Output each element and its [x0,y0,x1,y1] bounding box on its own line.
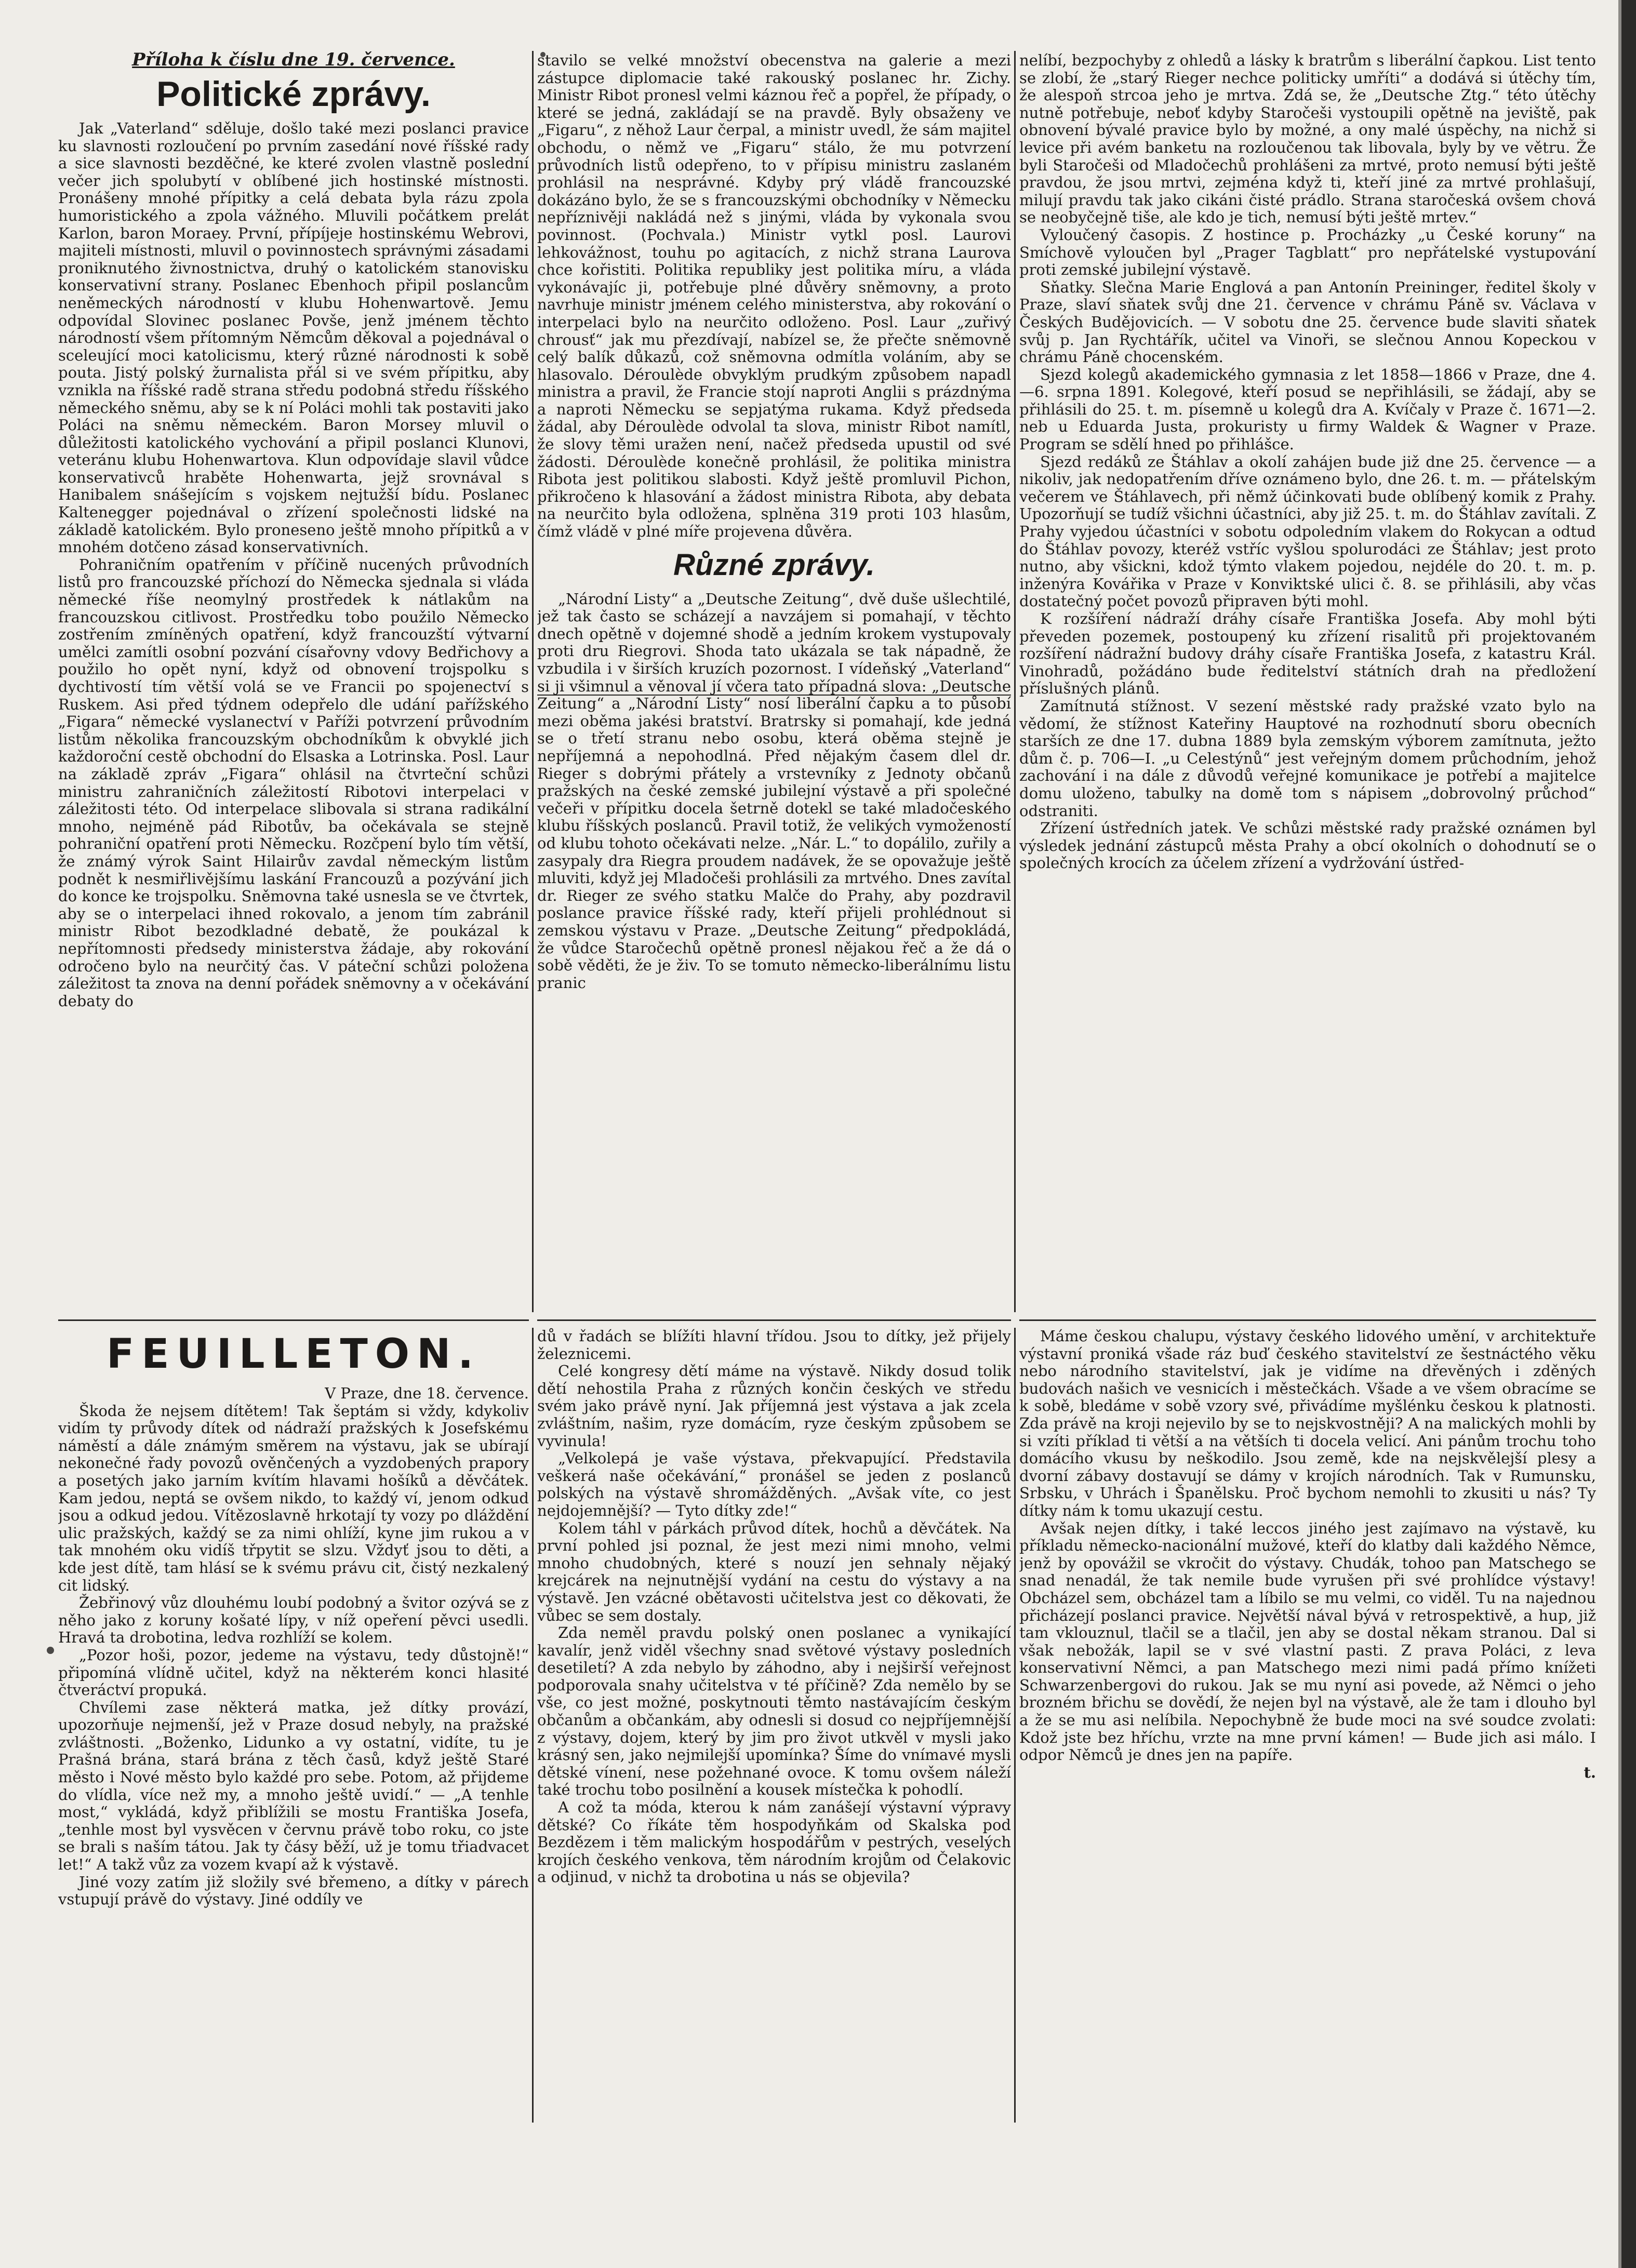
news-item: Sjezd redáků ze Štáhlav a okolí zahájen bude již dne 25. července — a nikoliv, jak nedopatřením dříve oznámeno bylo, dne 26. t. m. — přátelským večerem ve Štáhlavech, při němž účinkovati bude oblíbený komik z Prahy. Upozorňují se tudíž všichni účastníci, aby již 25. t. m. do Štáhlav zavítali. Z Prahy vyjedou účastníci v sobotu odpoledním vlakem do Rokycan a odtud do Štáhlav povozy, kteréž vstříc vyšlou spolurodáci ze Štáhlav; jest proto nutno, aby všickni, kdož týmto vlakem pojedou, nejdéle do 20. t. m. p. inženýra Kovářika v Praze v Konviktské ulici č. 8. se přihlásili, aby včas dostatečný počet povozů připraven býti mohl. [1019,452,1596,610]
dateline: V Praze, dne 18. července. [325,1384,529,1402]
column-rule-right-top [1014,51,1016,1312]
section-rule-right [1019,1319,1596,1321]
news-item: Sjezd kolegů akademického gymnasia z let 1858—1866 v Praze, dne 4.—6. srpna 1891. Kolegové, kteří posud se nepřihlásili, se žádají, aby se přihlásili do 25. t. m. písemně u kolegů dra A. Kvíčaly v Praze č. 1671—2. neb u Eduarda Justa, prokuristy u firmy Waldek & Wagner v Praze. Program se sdělí hned po přihlášce. [1019,365,1596,453]
feuilleton-paragraph: Škoda že nejsem dítětem! Tak šeptám si vždy, kdykoliv vidím ty průvody dítek od nádraží pražských k Josefskému náměstí a dále známým směrem na výstavu, jak se ubírají nekonečné řady povozů ověnčených a vyzdobených prapory a posetých jako jarním kvítím hlavami hošíků a děvčátek. Kam jedou, neptá se ovšem nikdo, to každý ví, jenom odkud jsou a odkud jedou. Vítězoslavně hrkotají ty vozy po dláždění ulic pražských, každý se za nimi ohlíží, kyne jim rukou a v tak mnohém oku vidíš třpytit se slzu. Vždyť jsou to děti, a kde jest dítě, tam hlásí se k svému právu cit, čistý nezkalený cit lidský. [58,1402,529,1594]
stray-mark [47,1647,54,1654]
article-paragraph: stavilo se velké množství obecenstva na galerie a mezi zástupce diplomacie také rakouský poslanec hr. Zichy. Ministr Ribot pronesl velmi káznou řeč a popřel, že případy, o které se jedná, zakládají se na pravdě. Byly obsaženy ve „Figaru“, z něhož Laur čerpal, a ministr uvedl, že sám majitel obchodu, o němž ve „Figaru“ stálo, že mu potvrzení průvodních listů odepřeno, to v přípisu ministru zaslaném prohlásil na nesprávné. Kdyby prý vládě francouzské dokázáno bylo, že se s francouzskými obchodníky v Německu nepříznivěji nakládá než s jinými, vláda by vykonala svou povinnost. (Pochvala.) Ministr vytkl posl. Laurovi lehkovážnost, touhu po agitacích, z nichž strana Laurova chce kořistiti. Politika republiky jest politika míru, a vláda vykonávajíc ji, potřebuje plné důvěry sněmovny, a proto navrhuje ministr jménem celého ministerstva, aby rokování o interpelaci bylo na neurčito odloženo. Posl. Laur „zuřivý chrousť“ jak mu přezdívají, nabízel se, že přečte sněmovně celý balík důkazů, což sněmovna odmítla voláním, aby se hlasovalo. Déroulède obvyklým prudkým způsobem napadl ministra a pravil, že Francie stojí naproti Anglii s prázdnýma a naproti Německu se sepjatýma rukama. Když předseda žádal, aby Déroulède odvolal ta slova, ministr Ribot namítl, že slovy těmi uražen není, načež předseda upustil od své žádosti. Déroulède konečně prohlásil, že politika ministra Ribota jest politikou slabosti. Když ještě promluvil Pichon, přikročeno k hlasování a žádost ministra Ribota, aby debata na neurčito byla odložena, splněna 319 proti 103 hlasům, čímž vládě v plné míře projevena důvěra. [537,52,1011,541]
news-item: „Národní Listy“ a „Deutsche Zeitung“, dvě duše ušlechtilé, jež tak často se scházejí a navzájem si pomahají, v těchto dnech opětně v dojemné shodě a jedním krokem vystupovaly proti dru Riegrovi. Shoda tato ukázala se tak nápadně, že vzbudila i v širších kruzích pozornost. I vídeňský „Vaterland“ si ji všimnul a věnoval jí včera tato případná slova: „Deutsche Zeitung“ a „Národní Listy“ nosí liberální čapku a to působí mezi oběma jakési bratství. Bratrsky si pomahají, kde jedná se o třetí stranu nebo osobu, která oběma stejně je nepříjemná a nepohodlná. Před nějakým časem dlel dr. Rieger s dobrými přátely a vrstevníky z Jednoty občanů pražských na české zemské jubilejní výstavě a při společné večeři v přípitku docela šetrně dotekl se také mladočeského klubu říšských poslanců. Pravil totiž, že velikých vymožeností od klubu tohoto očekávati nelze. „Nár. L.“ to dopálilo, zuřily a zasypaly dra Riegra proudem nadávek, že se opovažuje ještě mluviti, když jej Mladočeši prohlásili za mrtvého. Dnes zavítal dr. Rieger ze svého statku Malče do Prahy, aby pozdravil poslance pravice říšské rady, kteří přijeli prohlédnout si zemskou výstavu v Praze. „Deutsche Zeitung“ předpokládá, že vůdce Staročechů opětně pronesl nějakou řeč a že dá o sobě věděti, že je živ. To se tomuto německo-liberálnímu listu pranic [537,590,1011,992]
column-rule-left-top [532,51,534,1312]
feuilleton-paragraph: Avšak nejen dítky, i také leccos jiného jest zajímavo na výstavě, ku příkladu německo-nacionální mužové, kteří do klatby dali každého Němce, jenž by opovážil se vkročit do výstavy. Chudák, tohoo pan Matschego se snad nenadál, že tak nemile bude vyrušen při své prohlídce výstavy! Obcházel sem, obcházel tam a líbilo se mu velmi, co viděl. Tu na najednou přicházejí poslanci pravice. Největší nával bývá v retrospektivě, a hup, již tam vklouznul, tlačil se a tlačil, jen aby se dostal někam stranou. Dal si však nebožák, lapil se v své vlastní pasti. Z prava Poláci, z leva konservativní Němci, a pan Matschego mezi nimi padá přímo knížeti Schwarzenbergovi do rukou. Jak se mu nyní asi povede, až Němci o jeho brozném břichu se dovědí, že nejen byl na výstavě, ale že tam i dlouho byl a že se mu asi nelíbila. Nepochybně že bude moci na své soudce zvolati: Kdož jste bez hříchu, vrzte na mne první kámen! — Bude jich asi málo. I odpor Němců je dnes jen na papíře. [1019,1519,1596,1764]
column-right-top [1019,52,1596,1315]
column-feuilleton-1 [58,1328,529,2123]
section-rule-middle [537,1319,1011,1321]
feuilleton-paragraph: Kolem táhl v párkách průvod dítek, hochů a děvčátek. Na první pohled jsi poznal, že jest mezi nimi mnoho, velmi mnoho chudobných, které s nouzí jen sehnaly nějaký krejcárek na nejnutnější vydání na cestu do výstavy a na výstavě. Jen vzácné obětavosti učitelstva jest co děkovati, že vůbec se sem dostaly. [537,1519,1011,1624]
feuilleton-paragraph: Máme českou chalupu, výstavy českého lidového umění, v architektuře výstavní proniká všade ráz buď českého stavitelství ze šestnáctého věku nebo národního stavitelství, jak je vidíme na dřevěných i zděných budovách našich ve vesnicích i městečkách. Všade a ve všem obracíme se k sobě, bledáme v sobě vzory své, přivádíme myšlénku českou k platnosti. Zda právě na kroji nejevilo by se to nejskvostněji? A na malických mohli by si vzíti příklad ti větší a na větších ti docela velicí. Ani pánům trochu toho domácího vkusu by neškodilo. Jsou země, kde na nejskvělejší plesy a dvorní zábavy dostavují se dámy v krojích národních. Tak v Rumunsku, Srbsku, v Uhrách i Španělsku. Proč bychom nemohli to zkusiti u nás? Ty dítky nám k tomu ukazují cestu. [1019,1328,1596,1519]
feuilleton-paragraph: Žebřinový vůz dlouhému loubí podobný a švitor ozývá se z něho jako z koruny košaté lípy, v níž opeření pěvci usedli. Hravá ta drobotina, ledva rozhlíží se kolem. [58,1594,529,1647]
column-rule-right-bottom [1014,1328,1016,2123]
news-item: Zamítnutá stížnost. V sezení městské rady pražské vzato bylo na vědomí, že stížnost Kateřiny Hauptové na rozhodnutí sboru obecních starších ze dne 17. dubna 1889 byla zemským výborem zamítnuta, ježto dům č. p. 706—I. „u Celestýnů“ jest veřejným domem průchodním, jehož zachování i na dále z důvodů veřejné komunikace je potřebí a majitelce domu uloženo, tabulky na domě tom s nápisem „dobrovolný průchod“ odstraniti. [1019,697,1596,820]
supplement-header: Příloha k číslu dne 19. července. [132,49,455,70]
different-news-title: Různé zprávy. [673,548,875,582]
column-feuilleton-3 [1019,1328,1596,2123]
column-rule-left-bottom [532,1328,534,2123]
feuilleton-paragraph: „Pozor hoši, pozor, jedeme na výstavu, tedy důstojně!“ připomíná vlídně učitel, když na některém konci hlasité čtveráctví propuká. [58,1646,529,1699]
feuilleton-title: FEUILLETON. [106,1331,481,1378]
feuilleton-paragraph: A což ta móda, kterou k nám zanášejí výstavní výpravy dětské? Co říkáte těm hospodyňkám od Skalska pod Bezdězem i těm malickým hospodářům v pestrých, veselých krojích českého venkova, těm národním krojům od Čelakovic a odjinud, v nichž ta drobotina u nás se objevila? [537,1798,1011,1886]
column-politics [58,49,529,1317]
section-rule-left [58,1319,529,1321]
column-feuilleton-2 [537,1328,1011,2123]
article-paragraph: Jak „Vaterland“ sděluje, došlo také mezi poslanci pravice ku slavnosti rozloučení po prvním zasedání nové říšské rady a sice slavnosti bezděčné, ke které zvolen vlastně poslední večer jich spolubytí v oblíbené jich hostinské místnosti. Pronášeny mnohé přípitky a celá debata byla rázu zpola humoristického a zpola vážného. Mluvili počátkem prelát Karlon, baron Moraey. První, přípíjeje hostinskému Webrovi, majiteli místnosti, mluvil o povinnostech správnými zásadami proniknutého živnostnictva, druhý o katolickém stanovisku konservativní strany. Poslanec Ebenhoch připil poslancům neněmeckých národností v klubu Hohenwartově. Jemu odpovídal Slovinec poslanec Povše, jenž jménem těchto národností všem přítomným Němcům děkoval a pojednával o sceleující moci katolicismu, který různé národnosti k sobě pouta. Jistý polský žurnalista přál si ve svém přípitku, aby vznikla na říšské radě strana středu podobná středu říšského německého sněmu, aby se k ní Poláci mohli tak postaviti jako Poláci na sněmu německém. Baron Morsey mluvil o důležitosti katolického vychování a připil poslanci Klunovi, veteránu klubu Hohenwartova. Klun odpovídaje slavil vůdce konservativců hraběte Hohenwarta, jejž srovnával s Hanibalem snášejícím s vojskem nejtužší bídu. Poslanec Kaltenegger pojednával o zřízení společnosti lidské na základě katolickém. Bylo proneseno ještě mnoho přípitků a v mnohém dotčeno zásad konservativních. [58,119,529,556]
page-edge [1621,0,1636,2268]
author-signature: t. [1584,1763,1596,1781]
news-item: Sňatky. Slečna Marie Englová a pan Antonín Preininger, ředitel školy v Praze, slaví sňatek svůj dne 21. července v chrámu Páně sv. Václava v Českých Budějovicích. — V sobotu dne 25. července bude slaviti sňatek svůj p. Jan Rychtářík, učitel va Vinoři, se slečnou Annou Kopeckou v chrámu Páně chocenském. [1019,278,1596,366]
news-item: K rozšíření nádraží dráhy císaře Františka Josefa. Aby mohl býti převeden pozemek, postoupený ku zřízení risalitů při projektovaném rozšíření nádražní budovy dráhy císaře Františka Josefa, z katastru Král. Vinohradů, požádáno bude ředitelství státních drah na předložení příslušných plánů. [1019,610,1596,698]
feuilleton-paragraph: Chvílemi zase některá matka, jež dítky provází, upozorňuje nejmenší, jež v Praze dosud nebyly, na pražské zvláštnosti. „Boženko, Lidunko a vy ostatní, vidíte, tu je Prašná brána, stará brána z těch časů, když ještě Staré město i Nové město bylo každé pro sebe. Potom, až přijdeme do vlídla, více než my, a mnoho ještě uvidí.“ — „A tenhle most,“ vykládá, když přiblížili se mostu Františka Josefa, „tenhle most byl vysvěcen v červnu právě tobo roku, co jste se brali s naším tátou. Jak ty čásy běží, už je tomu třiadvacet let!“ A takž vůz za vozem kvapí až k výstavě. [58,1698,529,1874]
feuilleton-paragraph: Zda neměl pravdu polský onen poslanec a vynikající kavalír, jenž viděl všechny snad světové výstavy posledních desetiletí? A zda nebylo by záhodno, aby i nejširší veřejnost podporovala snahy učitelstva v té příčině? Zda nemělo by se vše, co jest možné, poskytnouti těmto nastávajícím českým občanům a občankám, aby odnesli si dosud co nejpříjemnější z výstavy, dojem, který by jim pro život utkvěl v mysli jako krásný sen, jako nejmilejší upomínka? Šíme do vnímavé mysli dětské vínení, nese požehnané ovoce. K tomu ovšem náleží také trochu tobo posilnění a kousek místečka k pohodlí. [537,1624,1011,1799]
column-middle-top [537,52,1011,1315]
feuilleton-paragraph: Celé kongresy dětí máme na výstavě. Nikdy dosud tolik dětí nehostila Praha z různých končin českých ve středu svém jako právě nyní. Jak příjemná jest výstava a jak zcela zvláštním, našim, ryze domácím, ryze českým způsobem se vyvinula! [537,1362,1011,1450]
article-paragraph: nelíbí, bezpochyby z ohledů a lásky k bratrům s liberální čapkou. List tento se zlobí, že „starý Rieger nechce politicky umříti“ a dodává si útěchy tím, že alespoň strcoa jeho je mrtva. Zdá se, že „Deutsche Ztg.“ této útěchy nutně potřebuje, neboť kdyby Staročeši vystoupili opětně na jeviště, pak obnovení bývalé pravice bylo by možné, a ony malé úspěchy, na nichž si levice při avém banketu na rozloučenou tak libovala, byly by ve větru. Že byli Staročeši od Mladočechů prohlášeni za mrtvé, proto nemusí býti ještě pravdou, že jsou mrtvi, zejména když ti, kteří jiné za mrtvé prohlašují, milují pravdu tak jako cikáni čisté prádlo. Strana staročeská ovšem chová se neobyčejně tiše, ale kdo je tich, nemusí býti ještě mrtev.“ [1019,52,1596,226]
feuilleton-paragraph: dů v řadách se blížíti hlavní třídou. Jsou to dítky, jež přijely železnicemi. [537,1328,1011,1363]
article-paragraph: Pohraničním opatřením v příčině nucených průvodních listů pro francouzské příchozí do Německa sjednala si vláda německé říše neomylný prostředek k nátlakům na francouzskou citlivost. Prostředku tobo použilo Německo zostřením zmíněných opatření, když francouzští výtvarní umělci zamítli osobní pozvání císařovny vdovy Bedřichovy a použilo ho opět nyní, když od obnovení trojspolku s dychtivostí tím větší volá se ve Francii po spojenectví s Ruskem. Asi před týdnem odepřelo dle udání pařížského „Figara“ německé vyslanectví v Paříži potvrzení průvodním listům několika francouzským obchodníkům k obvyklé jich každoroční cestě obchodní do Elsaska a Lotrinska. Posl. Laur na základě zpráv „Figara“ ohlásil na čtvrteční schůzi ministru zahraničních záležitostí Ribotovi interpelaci v záležitosti této. Od interpelace slibovala si strana radikální mnoho, nejméně pád Ribotův, ba očekávala se stejně pohraniční opatření proti Německu. Rozčpení bylo tím větší, že známý výrok Saint Hilairův zavdal německým listům podnět k nesmiřlivějšímu laskání Francouzů a pozývání jich do konce ke trojspolku. Sněmovna také usnesla se ve čtvrtek, aby se o interpelaci ihned rokovalo, a jenom tím zabránil ministr Ribot bezodkladné debatě, že poukázal k nepřítomnosti předsedy ministerstva žádaje, aby rokování odročeno bylo na neurčitý čas. V páteční schůzi položena záležitost ta znova na denní pořádek sněmovny a v očekávání debaty do [58,555,529,1010]
feuilleton-paragraph: Jiné vozy zatím již složily své břemeno, a dítky v párech vstupují právě do výstavy. Jiné oddíly ve [58,1873,529,1909]
news-item: Vyloučený časopis. Z hostince p. Procházky „u České koruny“ na Smíchově vyloučen byl „Prager Tagblatt“ pro nepřátelské vystupování proti zemské jubilejní výstavě. [1019,225,1596,279]
politics-title: Politické zprávy. [156,74,431,114]
feuilleton-paragraph: „Velkolepá je vaše výstava, překvapující. Představila veškerá naše očekávání,“ pronášel se jeden z poslanců polských na výstavě shromážděných. „Avšak víte, co jest nejdojemnější? — Tyto dítky zde!“ [537,1449,1011,1519]
news-item: Zřízení ústředních jatek. Ve schůzi městské rady pražské oznámen byl výsledek jednání zástupců města Prahy a obcí okolních o dohodnutí se o společných krocích za účelem zřízení a vydržování ústřed- [1019,819,1596,872]
